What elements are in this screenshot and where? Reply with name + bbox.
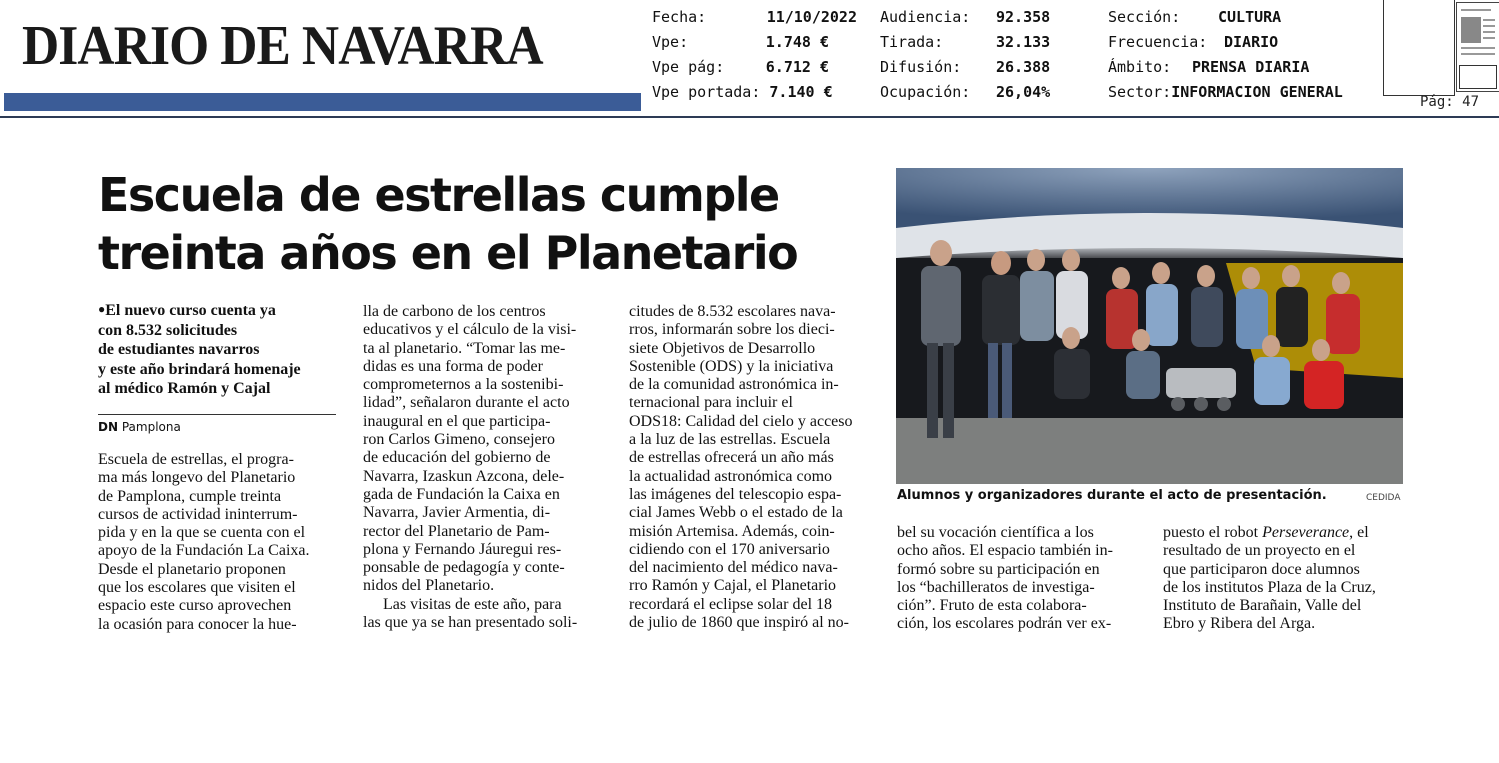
- header-divider: [0, 116, 1499, 118]
- page-number: Pág: 47: [1420, 94, 1480, 110]
- subhead-line: al médico Ramón y Cajal: [98, 380, 271, 397]
- subhead-line: y este año brindará homenaje: [98, 360, 301, 378]
- text-line: ta al planetario. “Tomar las me-: [363, 339, 566, 357]
- ambito-value: PRENSA DIARIA: [1192, 58, 1310, 76]
- photo-credit: CEDIDA: [1366, 493, 1401, 503]
- text-line: de educación del gobierno de: [363, 449, 551, 467]
- meta-col-2: [880, 5, 1050, 105]
- text-line: Navarra, Javier Armentia, di-: [363, 504, 551, 522]
- text-line: nidos del Planetario.: [363, 577, 495, 595]
- text-line: didas es una forma de poder: [363, 357, 543, 375]
- text-line: del nacimiento del médico nava-: [629, 559, 838, 577]
- text-line: gada de Fundación la Caixa en: [363, 485, 560, 503]
- text-line: la actualidad astronómica como: [629, 467, 833, 485]
- subhead-line: El nuevo curso cuenta ya: [105, 302, 276, 319]
- masthead-color-bar: [4, 93, 641, 111]
- headline-line-2: treinta años en el Planetario: [98, 226, 798, 280]
- byline-rule: [98, 414, 336, 415]
- text-line: cidiendo con el 170 aniversario: [629, 540, 830, 558]
- text-line: lla de carbono de los centros: [363, 303, 546, 320]
- text-line: Sostenible (ODS) y la iniciativa: [629, 357, 834, 375]
- article-photo: [896, 168, 1403, 484]
- text-line: de los institutos Plaza de la Cruz,: [1163, 578, 1376, 596]
- text-line: [1163, 524, 1376, 542]
- audiencia-value: 92.358: [996, 8, 1051, 26]
- seccion-label: Sección:: [1108, 8, 1181, 26]
- text-fragment: puesto el robot: [1163, 524, 1263, 541]
- text-line: rros, informarán sobre los dieci-: [629, 321, 835, 339]
- frecuencia-label: Frecuencia:: [1108, 33, 1208, 51]
- text-line: los “bachilleratos de investiga-: [897, 578, 1095, 596]
- text-line: de la comunidad astronómica in-: [629, 376, 839, 394]
- text-line: ternacional para incluir el: [629, 394, 793, 412]
- article-column-1: [98, 451, 310, 634]
- byline-place: Pamplona: [121, 420, 181, 434]
- article-headline: [98, 166, 858, 282]
- text-line: resultado de un proyecto en el: [1163, 542, 1356, 560]
- text-line: cursos de actividad ininterrum-: [98, 505, 298, 523]
- text-line: rro Ramón y Cajal, el Planetario: [629, 577, 837, 595]
- seccion-value: CULTURA: [1218, 8, 1282, 26]
- text-line: Escuela de estrellas, el progra-: [98, 451, 294, 468]
- page-thumbnail-frame: [1383, 0, 1455, 96]
- sector-label: Sector:: [1108, 83, 1172, 101]
- text-line: ron Carlos Gimeno, consejero: [363, 431, 555, 449]
- text-line: las que ya se han presentado soli-: [363, 614, 578, 632]
- text-line: ma más longevo del Planetario: [98, 469, 296, 487]
- text-line: plona y Fernando Jáuregui res-: [363, 540, 562, 558]
- text-line: rector del Planetario de Pam-: [363, 522, 550, 540]
- text-line: pida y en la que se cuenta con el: [98, 524, 306, 542]
- byline-org: DN: [98, 420, 119, 434]
- text-line: ODS18: Calidad del cielo y acceso: [629, 412, 853, 430]
- headline-line-1: Escuela de estrellas cumple: [98, 168, 779, 222]
- text-line: apoyo de la Fundación La Caixa.: [98, 542, 310, 560]
- vpe-pag-value: 6.712 €: [765, 58, 829, 76]
- vpe-value: 1.748 €: [765, 33, 829, 51]
- text-line: formó sobre su participación en: [897, 560, 1100, 578]
- text-line: a la luz de las estrellas. Escuela: [629, 431, 831, 449]
- page-miniature: [1456, 2, 1499, 92]
- text-line: comprometernos a la sostenibi-: [363, 376, 564, 394]
- article-subhead: [98, 300, 348, 399]
- article-column-3: [629, 303, 853, 632]
- article-column-2: [363, 303, 577, 632]
- fecha-value: 11/10/2022: [766, 8, 857, 26]
- vpe-portada-label: Vpe portada:: [652, 83, 761, 101]
- ocupacion-value: 26,04%: [996, 83, 1051, 101]
- text-line: cial James Webb o el estado de la: [629, 504, 843, 522]
- meta-col-1: [652, 5, 857, 105]
- text-line: Navarra, Izaskun Azcona, dele-: [363, 467, 565, 485]
- text-line: de julio de 1860 que inspiró al no-: [629, 614, 849, 632]
- tirada-value: 32.133: [996, 33, 1051, 51]
- text-line: inaugural en el que participa-: [363, 412, 551, 430]
- sector-value: INFORMACION GENERAL: [1171, 83, 1343, 101]
- tirada-label: Tirada:: [880, 33, 944, 51]
- text-line: Desde el planetario proponen: [98, 560, 286, 578]
- article-column-5: [1163, 524, 1376, 634]
- text-line: espacio este curso aprovechen: [98, 597, 292, 615]
- text-line: la ocasión para conocer la hue-: [98, 615, 297, 633]
- byline: [98, 420, 181, 434]
- text-line: ción, los escolares podrán ver ex-: [897, 615, 1112, 633]
- text-line: de estrellas ofrecerá un año más: [629, 449, 834, 467]
- bullet-icon: ●: [98, 302, 106, 316]
- text-line: citudes de 8.532 escolares nava-: [629, 303, 836, 320]
- text-line: de Pamplona, cumple treinta: [98, 487, 282, 505]
- text-line: las imágenes del telescopio espa-: [629, 485, 842, 503]
- robot-name: Perseverance: [1262, 524, 1350, 541]
- group-photo-illustration: [896, 168, 1403, 484]
- text-line: misión Artemisa. Además, coin-: [629, 522, 835, 540]
- text-line: Las visitas de este año, para: [383, 595, 562, 613]
- text-line: que los escolares que visiten el: [98, 579, 296, 597]
- difusion-value: 26.388: [996, 58, 1051, 76]
- text-line: que participaron doce alumnos: [1163, 560, 1360, 578]
- ocupacion-label: Ocupación:: [880, 83, 971, 101]
- text-line: educativos y el cálculo de la visi-: [363, 321, 577, 339]
- text-fragment: , el: [1349, 524, 1369, 541]
- text-line: Instituto de Barañain, Valle del: [1163, 597, 1362, 615]
- text-line: ponsable de pedagogía y conte-: [363, 559, 565, 577]
- subhead-line: de estudiantes navarros: [98, 341, 260, 358]
- audiencia-label: Audiencia:: [880, 8, 971, 26]
- article-column-4: [897, 524, 1113, 634]
- text-line: siete Objetivos de Desarrollo: [629, 339, 816, 357]
- text-line: ción”. Fruto de esta colabora-: [897, 597, 1087, 615]
- vpe-pag-label: Vpe pág:: [652, 58, 725, 76]
- text-line: ocho años. El espacio también in-: [897, 542, 1113, 560]
- frecuencia-value: DIARIO: [1224, 33, 1279, 51]
- photo-caption: Alumnos y organizadores durante el acto de presentación.: [897, 488, 1327, 503]
- ambito-label: Ámbito:: [1108, 58, 1172, 76]
- difusion-label: Difusión:: [880, 58, 962, 76]
- text-line: recordará el eclipse solar del 18: [629, 595, 833, 613]
- text-line: lidad”, señalaron durante el acto: [363, 394, 570, 412]
- newspaper-masthead: DIARIO DE NAVARRA: [22, 15, 543, 77]
- text-line: Ebro y Ribera del Arga.: [1163, 615, 1316, 633]
- vpe-portada-value: 7.140 €: [769, 83, 833, 101]
- meta-col-3: [1108, 5, 1343, 105]
- subhead-line: con 8.532 solicitudes: [98, 321, 238, 339]
- vpe-label: Vpe:: [652, 33, 689, 51]
- text-line: bel su vocación científica a los: [897, 524, 1094, 541]
- fecha-label: Fecha:: [652, 8, 707, 26]
